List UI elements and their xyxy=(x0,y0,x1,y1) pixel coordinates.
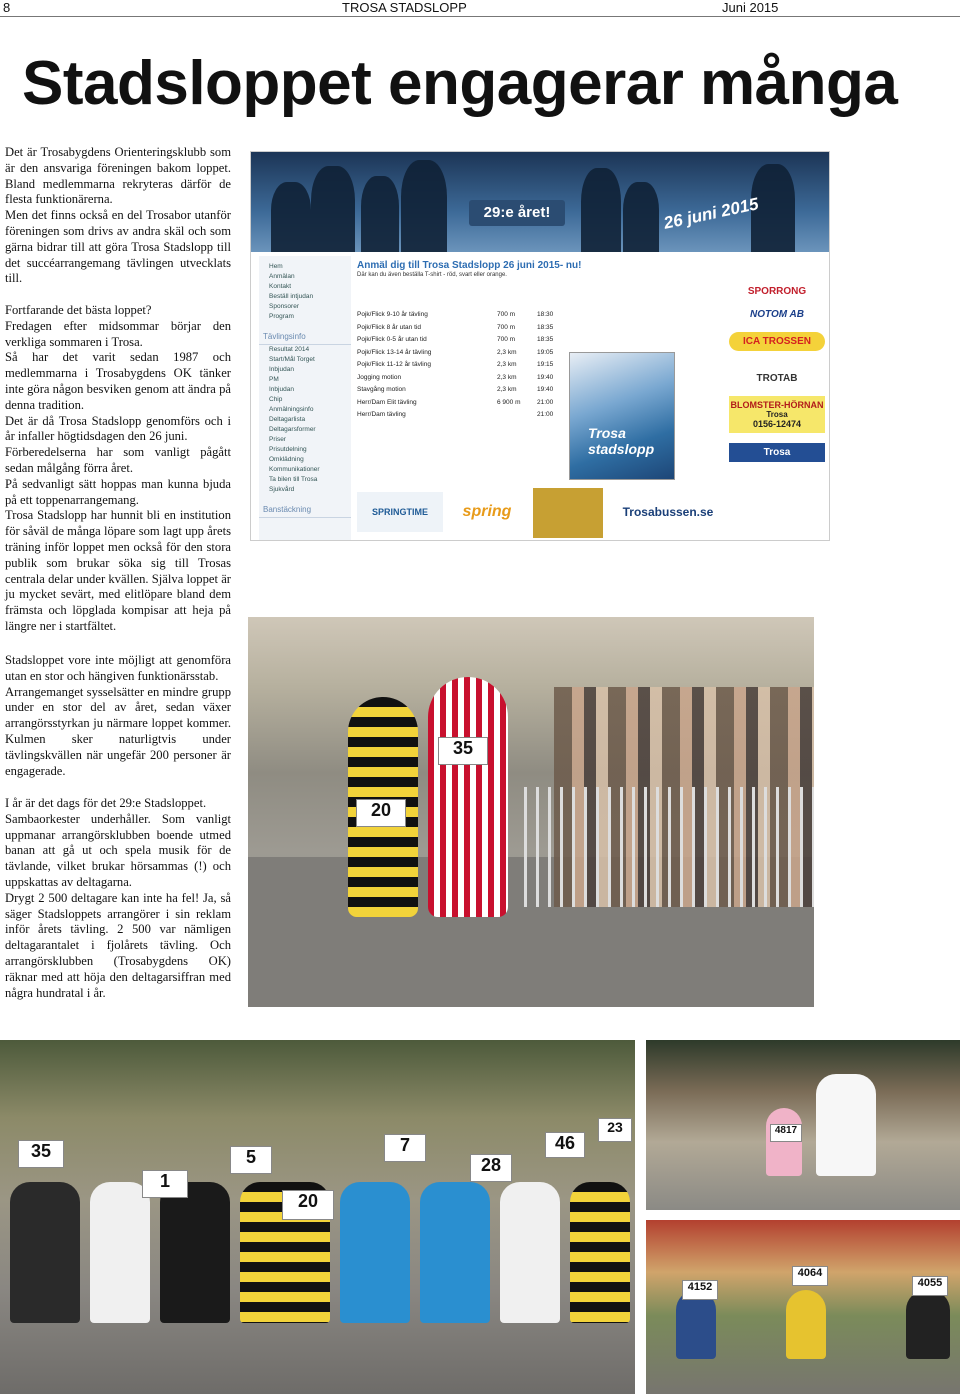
paragraph: På sedvanligt sätt hoppas man kunna bjuda på ett toppenarrangemang. xyxy=(5,476,231,507)
race-row: Pojk/Flick 9-10 år tävling 700 m 18:30 xyxy=(357,311,554,318)
paragraph: Stadsloppet vore inte möjligt att genomföra utan en stor och hängiven funktionärsstab. xyxy=(5,653,231,683)
runner xyxy=(10,1182,80,1324)
race-photo-start xyxy=(0,1040,635,1394)
sponsor-column xyxy=(729,256,825,536)
race-bib: 1 xyxy=(142,1170,188,1198)
nav-item[interactable]: Omklädning xyxy=(269,456,304,463)
sponsor[interactable]: Trosa xyxy=(729,443,825,462)
paragraph: Drygt 2 500 deltagare kan inte ha fel! Ja, så säger Stadsloppets arrangörer i sin reklam inför årets tävling. 2 500 var nämligen deltagarantalet i fjolårets tävling. Och arrangörsklubben (Trosabygdens OK) räknar med att höja den deltagarsiffran med några hundratal i år. xyxy=(5,890,231,1000)
nav-section: Tävlingsinfo xyxy=(259,330,351,345)
runner xyxy=(500,1182,560,1324)
publication-name: TROSA STADSLOPP xyxy=(342,0,467,15)
paragraph: I år är det dags för det 29:e Stadsloppet. xyxy=(5,796,207,810)
race-bib: 4064 xyxy=(792,1266,828,1286)
paragraph: Sambaorkester underhåller. Som vanligt uppmanar arrangörsklubben boende utmed banan att gå ut och spela musik för de tävlande, vilket brukar hörsammas (!) och uppskattas av deltagarna. xyxy=(5,811,231,889)
nav-item[interactable]: Kontakt xyxy=(269,283,292,290)
race-bib: 28 xyxy=(470,1154,512,1182)
runner xyxy=(570,1182,630,1324)
race-bib: 4817 xyxy=(770,1124,802,1142)
race-bib: 20 xyxy=(282,1190,334,1220)
runner xyxy=(90,1182,150,1324)
page-number: 8 xyxy=(3,0,11,15)
ad-banner[interactable]: Trosabussen.se xyxy=(622,505,714,519)
nav-item[interactable]: Sjukvård xyxy=(269,486,295,493)
race-bib: 23 xyxy=(598,1118,632,1142)
paragraph: Trosa Stadslopp har hunnit bli en institution för såväl de många löpare som lagt upp årets träning inför loppet men också för den stora publik som brukar söka sig till Trosas centrala delar under kvällen. Själva loppet är ju mycket sevärt, med elitlöpare bland dem främsta och löpglada kompisar att heja på längre ner i startfältet. xyxy=(5,508,231,633)
nav-item[interactable]: Beställ intjudan xyxy=(269,293,314,300)
race-bib: 7 xyxy=(384,1134,426,1162)
paragraph: Det är Trosabygdens Orienteringsklubb som är den ansvariga föreningen bakom loppet. Bland medlemmarna rekryteras därför de flesta funktionärerna. xyxy=(5,145,231,207)
runner xyxy=(340,1182,410,1324)
race-bib: 4055 xyxy=(912,1276,948,1296)
page-header xyxy=(0,0,960,17)
page-title: Stadsloppet engagerar många xyxy=(22,49,898,118)
race-row: Stavgång motion 2,3 km 19:40 xyxy=(357,386,554,393)
paragraph: Så har det varit sedan 1987 och medlemmarna i Trosabygdens OK tänker inte göra någon besviken genom att ändra på denna tradition. xyxy=(5,350,231,412)
banner-label: 29:e året! xyxy=(469,200,565,226)
nav-item[interactable]: Chip xyxy=(269,396,283,403)
race-row: Herr/Dam Elit tävling 6 900 m 21:00 xyxy=(357,398,554,406)
website-banner xyxy=(251,152,829,252)
paragraph: Fortfarande det bästa loppet? xyxy=(5,303,152,317)
race-photo-leaders xyxy=(248,617,814,1007)
website-screenshot xyxy=(251,152,829,540)
race-poster xyxy=(569,352,675,480)
nav-item[interactable]: Anmälningsinfo xyxy=(269,406,314,413)
runner xyxy=(420,1182,490,1324)
nav-item[interactable]: Resultat 2014 xyxy=(269,346,310,353)
nav-item[interactable]: Prisutdelning xyxy=(269,446,307,453)
nav-section: Banstäckning xyxy=(259,503,351,518)
website-sidebar xyxy=(259,256,351,540)
race-bib: 4152 xyxy=(682,1280,718,1300)
banner-date: 26 juni 2015 xyxy=(661,194,761,233)
poster-title: Trosa stadslopp xyxy=(588,425,655,457)
website-intro: Där kan du även beställa T-shirt - röd, svart eller orange. xyxy=(357,272,507,278)
child-runner xyxy=(766,1108,802,1176)
race-bib: 35 xyxy=(438,737,488,765)
spectator xyxy=(816,1074,876,1176)
race-row: Pojk/Flick 13-14 år tävling 2,3 km 19:05 xyxy=(357,348,554,356)
race-bib: 35 xyxy=(18,1140,64,1168)
race-row: Pojk/Flick 0-5 år utan tid 700 m 18:35 xyxy=(357,336,554,343)
ad-photo xyxy=(533,488,603,538)
article-block-2 xyxy=(5,303,231,635)
website-ad-row xyxy=(357,484,729,540)
nav-item[interactable]: Program xyxy=(269,313,294,320)
race-schedule xyxy=(357,309,567,422)
nav-item[interactable]: PM xyxy=(269,376,279,383)
sponsor-card[interactable]: BLOMSTER-HÖRNAN Trosa 0156-12474 xyxy=(729,396,825,433)
paragraph: Fredagen efter midsommar börjar den verkliga sommaren i Trosa. xyxy=(5,318,231,349)
race-row: Herr/Dam tävling 21:00 xyxy=(357,411,554,418)
race-bib: 46 xyxy=(545,1132,585,1158)
nav-item[interactable]: Inbjudan xyxy=(269,386,294,393)
nav-item[interactable]: Kommunikationer xyxy=(269,466,320,473)
nav-item[interactable]: Start/Mål Torget xyxy=(269,356,315,363)
sponsor[interactable]: TROTAB xyxy=(756,373,798,384)
child-runner xyxy=(786,1290,826,1360)
issue-date: Juni 2015 xyxy=(722,0,779,15)
sponsor[interactable]: SPORRONG xyxy=(747,286,807,297)
race-row: Pojk/Flick 8 år utan tid 700 m 18:35 xyxy=(357,323,554,331)
website-headline[interactable]: Anmäl dig till Trosa Stadslopp 26 juni 2015- nu! xyxy=(357,260,582,271)
article-block-4 xyxy=(5,796,231,1001)
nav-item[interactable]: Deltagarsformer xyxy=(269,426,316,433)
race-bib: 20 xyxy=(356,799,406,827)
article-block-1 xyxy=(5,145,231,287)
barrier-fence xyxy=(524,787,814,907)
race-row: Pojk/Flick 11-12 år tävling 2,3 km 19:15 xyxy=(357,361,554,368)
ad-banner[interactable]: SPRINGTIME xyxy=(357,492,443,532)
race-bib: 5 xyxy=(230,1146,272,1174)
race-row: Jogging motion 2,3 km 19:40 xyxy=(357,373,554,381)
paragraph: Men det finns också en del Trosabor utanför föreningen som drivs av andra skäl och som gärna bidrar till att göra Trosa Stadslopp till det succéarrangemang tävlingen utvecklats till. xyxy=(5,208,231,286)
paragraph: Det är då Trosa Stadslopp genomförs och i år infaller högtidsdagen den 26 juni. xyxy=(5,413,231,444)
nav-item[interactable]: Inbjudan xyxy=(269,366,294,373)
nav-item[interactable]: Ta bilen till Trosa xyxy=(269,476,318,483)
kids-race-photo-1 xyxy=(646,1040,960,1210)
sponsor[interactable]: NOTOM AB xyxy=(750,309,804,320)
runner xyxy=(428,677,508,917)
child-runner xyxy=(676,1290,716,1360)
nav-item[interactable]: Sponsorer xyxy=(269,303,299,310)
ad-banner[interactable]: spring xyxy=(447,492,527,532)
sponsor[interactable]: ICA TROSSEN xyxy=(729,332,825,351)
nav-item[interactable]: Deltagarlista xyxy=(269,416,306,423)
article-block-3 xyxy=(5,653,231,779)
kids-race-photo-2 xyxy=(646,1220,960,1394)
child-runner xyxy=(906,1290,950,1360)
nav-item[interactable]: Priser xyxy=(269,436,286,443)
paragraph: Arrangemanget sysselsätter en mindre grupp under en stor del av året, sedan växer arrangörsstyrkan ju närmare loppet kommer. Kulmen sker naturligtvis under tävlingskvällen när ungefär 200 personer är engagerade. xyxy=(5,684,231,778)
nav-item[interactable]: Anmälan xyxy=(269,273,295,280)
paragraph: Förberedelserna har som vanligt pågått sedan målgång förra året. xyxy=(5,445,231,475)
nav-item[interactable]: Hem xyxy=(269,263,283,270)
runner xyxy=(160,1182,230,1324)
